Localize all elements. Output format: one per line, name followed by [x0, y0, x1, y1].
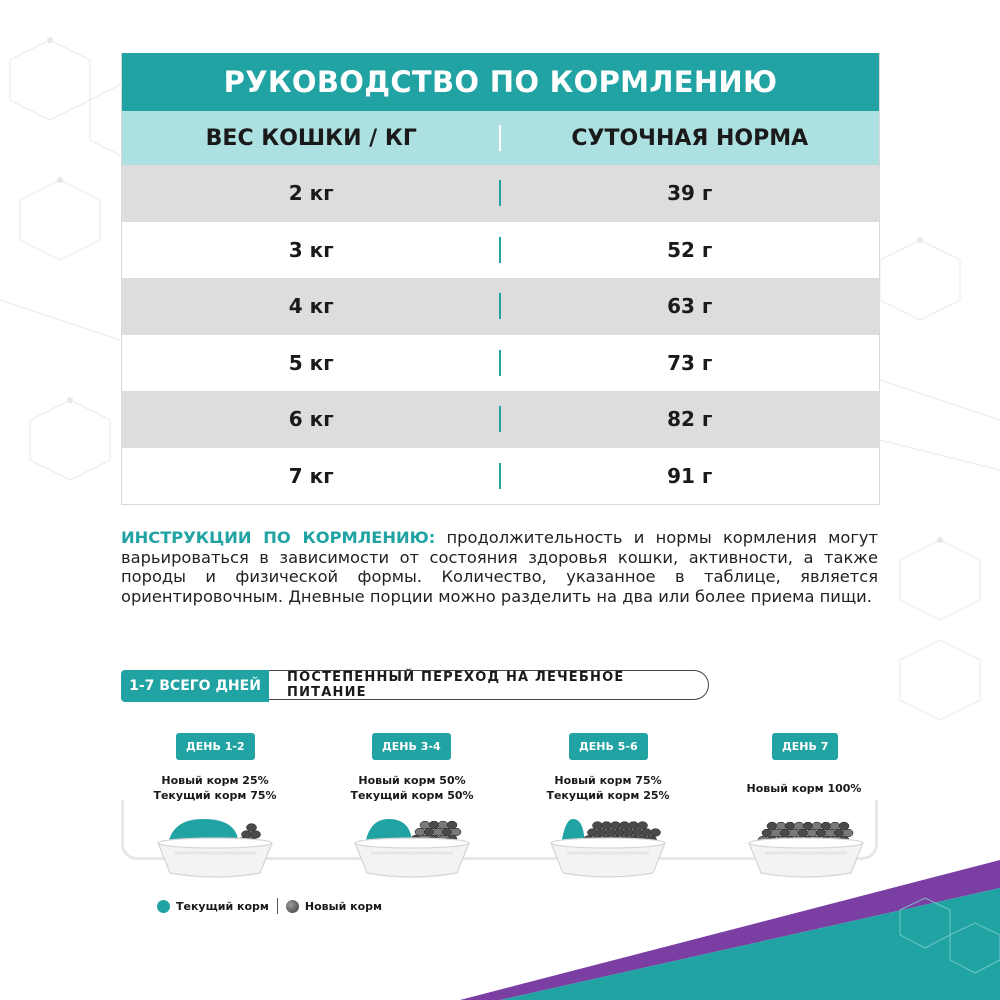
new-food-kibble	[839, 822, 849, 830]
new-food-kibble	[247, 824, 257, 832]
new-food-percent: Новый корм 75%	[554, 774, 662, 787]
header-daily-amount: СУТОЧНАЯ НОРМА	[571, 125, 809, 151]
amount-cell: 52 г	[667, 237, 713, 262]
new-food-kibble	[812, 822, 822, 830]
column-divider	[499, 237, 501, 263]
instructions-text: продолжительность и нормы кормления могут варьироваться в зависимости от состояния здоровья кошки, активности, а также породы и физической формы. Количество, указанное в таблице, является ориентировочным. Дневные порции можно разделить на два или более приема пищи.	[121, 528, 878, 606]
new-food-kibble	[597, 829, 607, 837]
bowl-rim	[551, 838, 665, 848]
header-weight: ВЕС КОШКИ / КГ	[205, 125, 417, 151]
new-food-kibble	[433, 828, 443, 836]
amount-cell: 91 г	[667, 463, 713, 488]
table-row	[122, 448, 879, 505]
new-food-kibble	[816, 829, 826, 837]
column-divider	[499, 406, 501, 432]
transition-title: ПОСТЕПЕННЫЙ ПЕРЕХОД НА ЛЕЧЕБНОЕ ПИТАНИЕ	[269, 670, 709, 700]
weight-cell: 6 кг	[288, 407, 334, 432]
legend-divider	[277, 898, 278, 914]
bowl-rim	[158, 838, 272, 848]
table-row	[122, 391, 879, 448]
new-food-kibble	[424, 828, 434, 836]
day-1-2-ratio	[140, 773, 290, 803]
new-food-kibble	[442, 828, 452, 836]
column-divider	[499, 125, 501, 151]
new-food-kibble	[615, 829, 625, 837]
new-food-percent: Новый корм 100%	[746, 782, 862, 795]
food-legend	[157, 898, 382, 914]
new-food-percent: Новый корм 50%	[358, 774, 466, 787]
table-row	[122, 278, 879, 335]
amount-cell: 63 г	[667, 294, 713, 319]
weight-cell: 7 кг	[288, 463, 334, 488]
amount-cell: 39 г	[667, 181, 713, 206]
day-1-2-badge: ДЕНЬ 1-2	[176, 733, 255, 760]
table-row	[122, 335, 879, 392]
decorative-corner-stripes	[460, 860, 1000, 1000]
new-food-kibble	[834, 829, 844, 837]
new-food-kibble	[620, 822, 630, 830]
new-food-kibble	[415, 828, 425, 836]
column-divider	[499, 293, 501, 319]
new-food-kibble	[830, 822, 840, 830]
total-days-label: 1-7 ВСЕГО ДНЕЙ	[121, 670, 269, 702]
new-food-kibble	[588, 829, 598, 837]
new-food-kibble	[420, 821, 430, 829]
new-food-swatch	[286, 900, 299, 913]
amount-cell: 82 г	[667, 407, 713, 432]
current-food-percent: Текущий корм 50%	[350, 789, 474, 802]
transition-banner	[121, 670, 709, 702]
new-food-kibble	[789, 829, 799, 837]
day-7-ratio	[729, 781, 879, 796]
new-food-kibble	[633, 829, 643, 837]
weight-cell: 2 кг	[288, 181, 334, 206]
new-food-kibble	[624, 829, 634, 837]
current-food-swatch	[157, 900, 170, 913]
column-divider	[499, 463, 501, 489]
food-bowl-day-7	[741, 805, 871, 880]
day-7-badge: ДЕНЬ 7	[772, 733, 838, 760]
table-title: РУКОВОДСТВО ПО КОРМЛЕНИЮ	[122, 53, 879, 111]
new-food-kibble	[798, 829, 808, 837]
table-header-row	[122, 111, 879, 165]
table-row	[122, 165, 879, 222]
new-food-kibble	[242, 831, 252, 839]
bowl-rim	[355, 838, 469, 848]
current-food-percent: Текущий корм 75%	[153, 789, 277, 802]
new-food-kibble	[251, 831, 261, 839]
weight-cell: 3 кг	[288, 237, 334, 262]
feeding-table	[121, 53, 880, 505]
day-5-6-ratio	[533, 773, 683, 803]
new-food-kibble	[447, 821, 457, 829]
new-food-kibble	[438, 821, 448, 829]
new-food-kibble	[780, 829, 790, 837]
new-food-kibble	[843, 829, 853, 837]
food-bowl-day-5-6	[543, 805, 673, 880]
weight-cell: 4 кг	[288, 294, 334, 319]
legend-new-label: Новый корм	[304, 899, 383, 913]
new-food-kibble	[611, 822, 621, 830]
column-divider	[499, 180, 501, 206]
current-food-percent: Текущий корм 25%	[546, 789, 670, 802]
new-food-kibble	[776, 822, 786, 830]
new-food-kibble	[807, 829, 817, 837]
food-bowl-day-1-2	[150, 805, 280, 880]
instructions-label: ИНСТРУКЦИИ ПО КОРМЛЕНИЮ:	[121, 528, 436, 547]
column-divider	[499, 350, 501, 376]
new-food-kibble	[638, 822, 648, 830]
table-row	[122, 222, 879, 279]
new-food-kibble	[602, 822, 612, 830]
weight-cell: 5 кг	[288, 350, 334, 375]
new-food-kibble	[629, 822, 639, 830]
new-food-kibble	[651, 829, 661, 837]
legend-current-label: Текущий корм	[176, 899, 269, 913]
new-food-kibble	[593, 822, 603, 830]
new-food-kibble	[785, 822, 795, 830]
new-food-percent: Новый корм 25%	[161, 774, 269, 787]
new-food-kibble	[794, 822, 804, 830]
new-food-kibble	[642, 829, 652, 837]
day-3-4-ratio	[337, 773, 487, 803]
new-food-kibble	[803, 822, 813, 830]
feeding-instructions	[121, 528, 878, 606]
food-bowl-day-3-4	[347, 805, 477, 880]
new-food-kibble	[825, 829, 835, 837]
bowl-rim	[749, 838, 863, 848]
new-food-kibble	[771, 829, 781, 837]
new-food-kibble	[606, 829, 616, 837]
new-food-kibble	[767, 822, 777, 830]
new-food-kibble	[451, 828, 461, 836]
day-3-4-badge: ДЕНЬ 3-4	[372, 733, 451, 760]
new-food-kibble	[821, 822, 831, 830]
day-5-6-badge: ДЕНЬ 5-6	[569, 733, 648, 760]
new-food-kibble	[429, 821, 439, 829]
amount-cell: 73 г	[667, 350, 713, 375]
new-food-kibble	[762, 829, 772, 837]
